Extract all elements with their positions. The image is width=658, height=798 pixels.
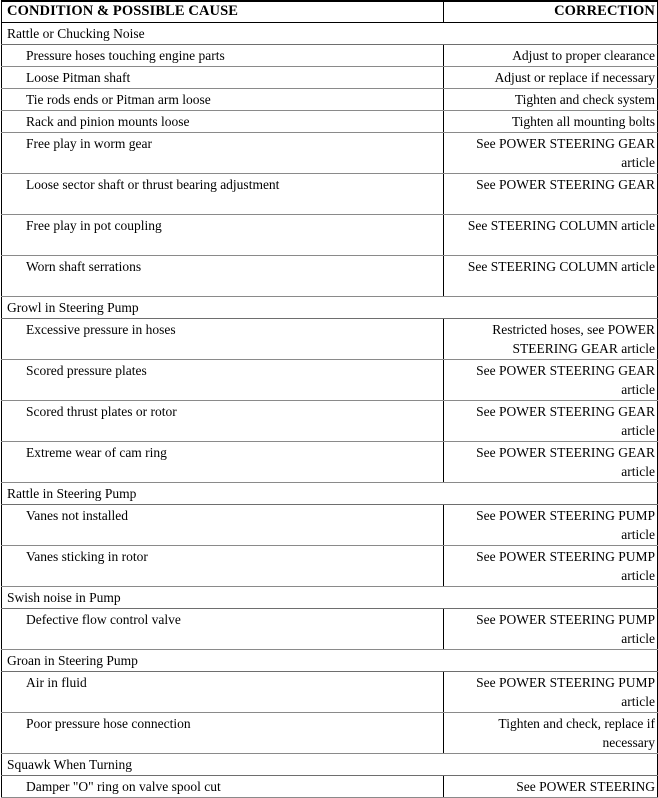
table-row [2, 442, 658, 483]
column-header-correction: CORRECTION [444, 1, 658, 23]
table-row [2, 505, 658, 546]
cell-condition-cause: Free play in worm gear [2, 133, 444, 174]
cell-correction: Adjust to proper clearance [444, 45, 658, 67]
section-heading-row [2, 23, 658, 45]
table-row [2, 672, 658, 713]
cell-correction: Tighten all mounting bolts [444, 111, 658, 133]
table-header [2, 1, 658, 23]
cell-correction: See POWER STEERING PUMP article [444, 505, 658, 546]
cell-condition-cause: Vanes sticking in rotor [2, 546, 444, 587]
table-row [2, 111, 658, 133]
cell-condition-cause: Tie rods ends or Pitman arm loose [2, 89, 444, 111]
table-row [2, 776, 658, 798]
cell-condition-cause: Loose Pitman shaft [2, 67, 444, 89]
table-row [2, 319, 658, 360]
section-heading-row [2, 650, 658, 672]
table-row [2, 215, 658, 256]
table-row [2, 67, 658, 89]
table-row [2, 546, 658, 587]
cell-condition-cause: Rack and pinion mounts loose [2, 111, 444, 133]
section-heading-row [2, 587, 658, 609]
cell-correction: Restricted hoses, see POWER STEERING GEAR article [444, 319, 658, 360]
section-heading-row [2, 483, 658, 505]
cell-correction: See STEERING COLUMN article [444, 256, 658, 297]
section-heading: Squawk When Turning [2, 754, 658, 776]
cell-correction: See POWER STEERING PUMP article [444, 672, 658, 713]
cell-condition-cause: Poor pressure hose connection [2, 713, 444, 754]
cell-correction: Tighten and check, replace if necessary [444, 713, 658, 754]
section-heading-row [2, 297, 658, 319]
section-heading: Growl in Steering Pump [2, 297, 658, 319]
cell-correction: See POWER STEERING GEAR article [444, 360, 658, 401]
cell-condition-cause: Extreme wear of cam ring [2, 442, 444, 483]
cell-condition-cause: Free play in pot coupling [2, 215, 444, 256]
table-row [2, 89, 658, 111]
section-heading-row [2, 754, 658, 776]
cell-correction: See STEERING COLUMN article [444, 215, 658, 256]
cell-condition-cause: Damper "O" ring on valve spool cut [2, 776, 444, 798]
troubleshooting-table [1, 0, 658, 798]
section-heading: Rattle or Chucking Noise [2, 23, 658, 45]
cell-condition-cause: Air in fluid [2, 672, 444, 713]
table-row [2, 45, 658, 67]
cell-correction: See POWER STEERING PUMP article [444, 609, 658, 650]
cell-correction: See POWER STEERING PUMP article [444, 546, 658, 587]
section-heading: Groan in Steering Pump [2, 650, 658, 672]
cell-correction: Adjust or replace if necessary [444, 67, 658, 89]
cell-condition-cause: Scored thrust plates or rotor [2, 401, 444, 442]
section-heading: Swish noise in Pump [2, 587, 658, 609]
cell-correction: Tighten and check system [444, 89, 658, 111]
cell-condition-cause: Scored pressure plates [2, 360, 444, 401]
table-header-row [2, 1, 658, 23]
section-heading: Rattle in Steering Pump [2, 483, 658, 505]
table-row [2, 360, 658, 401]
cell-correction: See POWER STEERING [444, 776, 658, 798]
cell-condition-cause: Worn shaft serrations [2, 256, 444, 297]
table-row [2, 256, 658, 297]
table-row [2, 401, 658, 442]
cell-condition-cause: Vanes not installed [2, 505, 444, 546]
cell-condition-cause: Defective flow control valve [2, 609, 444, 650]
table-row [2, 174, 658, 215]
table-row [2, 609, 658, 650]
table-row [2, 713, 658, 754]
cell-condition-cause: Loose sector shaft or thrust bearing adjustment [2, 174, 444, 215]
cell-correction: See POWER STEERING GEAR [444, 174, 658, 215]
cell-condition-cause: Pressure hoses touching engine parts [2, 45, 444, 67]
column-header-condition: CONDITION & POSSIBLE CAUSE [2, 1, 444, 23]
cell-correction: See POWER STEERING GEAR article [444, 133, 658, 174]
cell-correction: See POWER STEERING GEAR article [444, 401, 658, 442]
cell-condition-cause: Excessive pressure in hoses [2, 319, 444, 360]
cell-correction: See POWER STEERING GEAR article [444, 442, 658, 483]
table-body [2, 23, 658, 798]
table-row [2, 133, 658, 174]
